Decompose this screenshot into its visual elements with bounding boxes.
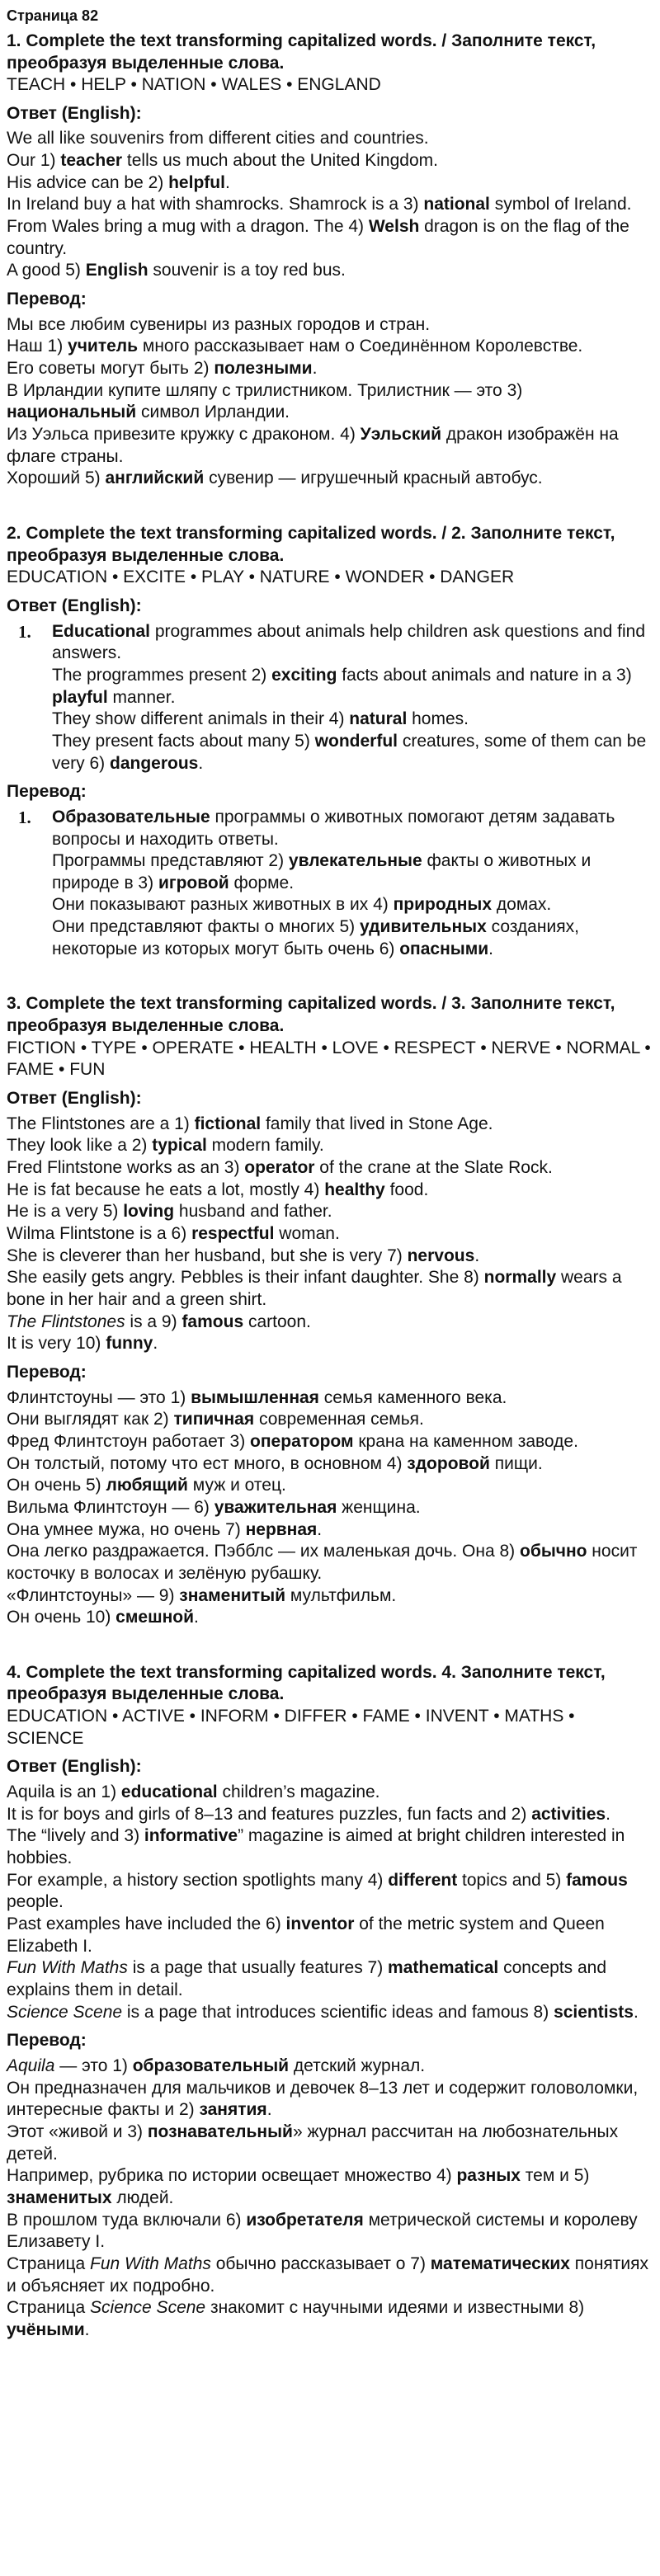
translation-line [7, 468, 655, 490]
answer-line [7, 150, 655, 172]
text-segment: Программы представляют 2) [52, 851, 289, 871]
answer-line [7, 1825, 655, 1869]
bold-answer-word: природных [393, 895, 493, 915]
bold-answer-word: informative [144, 1826, 238, 1846]
text-segment: She is cleverer than her husband, but she is very 7) [7, 1246, 408, 1265]
text-segment: Wilma Flintstone is a 6) [7, 1224, 192, 1244]
bold-answer-word: respectful [191, 1224, 275, 1244]
text-segment: Она умнее мужа, но очень 7) [7, 1519, 246, 1539]
bold-answer-word: смешной [116, 1608, 194, 1627]
answer-line [52, 731, 655, 775]
text-segment: . [317, 1519, 323, 1539]
answer-line [7, 1157, 655, 1180]
text-segment: Например, рубрика по истории освещает множество 4) [7, 2166, 457, 2186]
bold-answer-word: английский [105, 469, 205, 488]
text-segment: ” magazine is aimed at bright children interested in hobbies. [7, 1826, 625, 1868]
bold-answer-word: helpful [168, 172, 225, 192]
bold-answer-word: вымышленная [191, 1387, 319, 1407]
bold-answer-word: учёными [7, 2319, 85, 2339]
text-segment: Он предназначен для мальчиков и девочек 8–13 лет и содержит головоломки, интересные факты и 2) [7, 2078, 639, 2120]
exercise-3 [7, 993, 655, 1628]
text-segment: созданиях, некоторые из которых могут быть очень 6) [52, 917, 579, 958]
text-segment: It is for boys and girls of 8–13 and features puzzles, fun facts and 2) [7, 1804, 532, 1824]
text-segment: Из Уэльса привезите кружку с драконом. 4) [7, 425, 361, 445]
text-segment: людей. [111, 2187, 174, 2207]
answer-heading: Ответ (English): [7, 103, 142, 123]
text-segment: пищи. [489, 1453, 543, 1473]
bold-answer-word: нервная [245, 1519, 318, 1539]
text-segment: . [488, 939, 494, 958]
text-segment: крана на каменном заводе. [353, 1431, 578, 1451]
text-segment: сувенир — игрушечный красный автобус. [204, 469, 543, 488]
answer-line [52, 621, 655, 665]
translation-line [7, 336, 655, 358]
bold-answer-word: Уэльский [360, 425, 442, 445]
capitalized-words: TEACH • HELP • NATION • WALES • ENGLAND [7, 75, 381, 95]
answer-line [7, 1957, 655, 2001]
text-segment: It is very 10) [7, 1334, 106, 1354]
text-segment: family that lived in Stone Age. [261, 1114, 493, 1133]
answer-block [7, 1114, 655, 1355]
text-segment: — это 1) [54, 2056, 133, 2075]
answer-line [7, 1312, 655, 1334]
exercise-4 [7, 1662, 655, 2342]
bold-answer-word: wonderful [314, 731, 398, 751]
bold-answer-word: опасными [399, 939, 489, 958]
exercise-2 [7, 523, 655, 960]
text-segment: For example, a history section spotlights many 4) [7, 1870, 389, 1890]
bold-answer-word: занятия [199, 2100, 267, 2120]
bold-answer-word: loving [123, 1202, 175, 1222]
answer-line [7, 1914, 655, 1957]
bold-answer-word: знаменитых [7, 2187, 112, 2207]
bold-answer-word: mathematical [388, 1958, 499, 1978]
translation-line [7, 2210, 655, 2253]
text-segment: manner. [107, 687, 176, 707]
translation-line [7, 2165, 655, 2209]
text-segment: знакомит с научными идеями и известными 8) [205, 2298, 585, 2318]
answer-line [7, 1246, 655, 1268]
translation-line [52, 916, 655, 960]
text-segment: children’s magazine. [217, 1782, 380, 1802]
answer-line [7, 1135, 655, 1157]
answer-block [7, 1782, 655, 2023]
answer-line [7, 128, 655, 150]
text-segment: «Флинтстоуны» — 9) [7, 1585, 180, 1605]
translation-line [7, 2253, 655, 2297]
text-segment: concepts and explains them in detail. [7, 1958, 607, 2000]
answer-line [52, 665, 655, 709]
text-segment: дракон изображён на флаге страны. [7, 425, 619, 466]
bold-answer-word: Educational [52, 621, 151, 641]
translation-heading: Перевод: [7, 290, 87, 309]
translation-line [7, 1431, 655, 1453]
answer-line [7, 1180, 655, 1202]
capitalized-words: EDUCATION • ACTIVE • INFORM • DIFFER • FAME • INVENT • MATHS • SCIENCE [7, 1707, 575, 1748]
translation-line [52, 850, 655, 894]
text-segment: is a page that introduces scientific ideas and famous 8) [122, 2002, 554, 2022]
exercise-title: 1. Complete the text transforming capitalized words. / Заполните текст, преобразуя выделенные слова. [7, 31, 596, 73]
translation-line [52, 807, 655, 850]
text-segment: » журнал рассчитан на любознательных детей. [7, 2122, 619, 2164]
text-segment: Фред Флинтстоун работает 3) [7, 1431, 251, 1451]
text-segment: . [198, 753, 204, 773]
text-segment: мультфильм. [285, 1585, 397, 1605]
bold-answer-word: operator [244, 1158, 315, 1178]
list-number: 1. [18, 807, 31, 827]
bold-answer-word: educational [120, 1782, 218, 1802]
text-segment: wears a bone in her hair and a green shirt. [7, 1268, 622, 1309]
capitalized-words: EDUCATION • EXCITE • PLAY • NATURE • WONDER • DANGER [7, 567, 515, 587]
exercises-container [7, 31, 655, 2342]
text-segment: Они представляют факты о многих 5) [52, 917, 361, 937]
text-segment: муж и отец. [187, 1476, 286, 1495]
text-segment: метрической системы и королеву Елизавету I. [7, 2210, 638, 2252]
text-segment: They look like a 2) [7, 1136, 153, 1156]
answer-line [7, 1870, 655, 1914]
answer-numbered-list [7, 621, 655, 775]
text-segment: tells us much about the United Kingdom. [122, 151, 438, 171]
bold-answer-word: national [423, 195, 490, 214]
text-segment: . [84, 2319, 90, 2339]
translation-block [7, 314, 655, 490]
text-segment: программы о животных помогают детям задавать вопросы и находить ответы. [52, 807, 615, 849]
translation-block [7, 2056, 655, 2342]
text-segment: . [153, 1334, 158, 1354]
text-segment: Fred Flintstone works as an 3) [7, 1158, 245, 1178]
text-segment: programmes about animals help children ask questions and find answers. [52, 621, 646, 663]
text-segment: We all like souvenirs from different cities and countries. [7, 129, 429, 148]
page-label: Страница 82 [7, 7, 99, 24]
text-segment: dragon is on the flag of the country. [7, 217, 629, 258]
translation-line [7, 1387, 655, 1410]
text-segment: From Wales bring a mug with a dragon. The 4) [7, 217, 369, 237]
translation-line [7, 1453, 655, 1476]
text-segment: Он очень 5) [7, 1476, 106, 1495]
text-segment: семья каменного века. [318, 1387, 507, 1407]
text-segment: creatures, some of them can be very 6) [52, 731, 647, 773]
text-segment: символ Ирландии. [136, 403, 290, 422]
text-segment: husband and father. [174, 1202, 332, 1222]
bold-answer-word: уважительная [214, 1497, 337, 1517]
bold-answer-word: изобретателя [246, 2210, 364, 2230]
translation-line [52, 894, 655, 916]
translation-line [7, 2056, 655, 2078]
text-segment: . [312, 359, 318, 379]
text-segment: symbol of Ireland. [489, 195, 632, 214]
text-segment: people. [7, 1892, 64, 1912]
bold-answer-word: любящий [106, 1476, 188, 1495]
text-segment: Они показывают разных животных в их 4) [52, 895, 394, 915]
text-segment: The programmes present 2) [52, 665, 272, 685]
text-segment: В прошлом туда включали 6) [7, 2210, 247, 2230]
translation-line [7, 358, 655, 380]
translation-numbered-list [7, 807, 655, 961]
text-segment: Past examples have included the 6) [7, 1914, 286, 1934]
bold-answer-word: different [388, 1870, 458, 1890]
answer-heading: Ответ (English): [7, 1757, 142, 1777]
exercise-title: 3. Complete the text transforming capitalized words. / 3. Заполните текст, преобразуя выделенные слова. [7, 994, 615, 1036]
answer-heading: Ответ (English): [7, 596, 142, 615]
answer-line [7, 1223, 655, 1246]
text-segment: факты о животных и природе в 3) [52, 851, 592, 892]
text-segment: He is a very 5) [7, 1202, 124, 1222]
answer-line [52, 709, 655, 731]
bold-answer-word: scientists [554, 2002, 634, 2022]
bold-answer-word: учитель [68, 337, 139, 356]
bold-answer-word: Образовательные [52, 807, 210, 826]
text-segment: Страница [7, 2298, 91, 2318]
text-segment: Она легко раздражается. Пэбблс — их маленькая дочь. Она 8) [7, 1542, 521, 1561]
text-segment: The Flintstones are a 1) [7, 1114, 195, 1133]
bold-answer-word: activities [531, 1804, 606, 1824]
answer-line [7, 1201, 655, 1223]
italic-title: Science Scene [90, 2298, 206, 2318]
bold-answer-word: образовательный [132, 2056, 290, 2075]
answer-line [7, 1804, 655, 1826]
text-segment: носит косточку в волосах и зелёную рубашку. [7, 1542, 638, 1583]
text-segment: modern family. [206, 1136, 324, 1156]
answer-line [7, 1267, 655, 1311]
text-segment: souvenir is a toy red bus. [148, 261, 346, 280]
bold-answer-word: English [85, 261, 148, 280]
text-segment: homes. [407, 709, 469, 729]
translation-line [7, 2122, 655, 2165]
text-segment: Его советы могут быть 2) [7, 359, 214, 379]
bold-answer-word: здоровой [407, 1453, 490, 1473]
bold-answer-word: разных [456, 2166, 521, 2186]
text-segment: обычно рассказывает о 7) [210, 2253, 431, 2273]
text-segment: He is fat because he eats a lot, mostly 4) [7, 1180, 325, 1199]
bold-answer-word: удивительных [360, 917, 487, 937]
translation-line [7, 1519, 655, 1542]
text-segment: форме. [229, 873, 295, 892]
bold-answer-word: funny [106, 1334, 153, 1354]
translation-line [7, 424, 655, 468]
answer-line [7, 2002, 655, 2024]
answer-line [7, 194, 655, 216]
bold-answer-word: Welsh [368, 217, 420, 237]
text-segment: . [224, 172, 230, 192]
text-segment: topics and 5) [457, 1870, 567, 1890]
text-segment: . [194, 1608, 199, 1627]
text-segment: . [266, 2100, 272, 2120]
text-segment: Мы все любим сувениры из разных городов и стран. [7, 314, 431, 334]
text-segment: Хороший 5) [7, 469, 106, 488]
text-segment: A good 5) [7, 261, 86, 280]
text-segment: . [474, 1246, 480, 1265]
text-segment: They present facts about many 5) [52, 731, 315, 751]
bold-answer-word: famous [566, 1870, 628, 1890]
bold-answer-word: типичная [173, 1410, 255, 1429]
text-segment: Этот «живой и 3) [7, 2122, 148, 2141]
translation-line [7, 1475, 655, 1497]
text-segment: of the crane at the Slate Rock. [314, 1158, 553, 1178]
italic-title: The Flintstones [7, 1312, 125, 1331]
text-segment: Они выглядят как 2) [7, 1410, 174, 1429]
exercise-title: 2. Complete the text transforming capitalized words. / 2. Заполните текст, преобразуя выделенные слова. [7, 523, 615, 565]
bold-answer-word: playful [52, 687, 108, 707]
translation-line [7, 1497, 655, 1519]
translation-block [7, 1387, 655, 1629]
bold-answer-word: увлекательные [288, 851, 422, 871]
translation-line [7, 1585, 655, 1608]
capitalized-words: FICTION • TYPE • OPERATE • HEALTH • LOVE • RESPECT • NERVE • NORMAL • FAME • FUN [7, 1038, 651, 1080]
text-segment: Our 1) [7, 151, 61, 171]
text-segment: of the metric system and Queen Elizabeth I. [7, 1914, 605, 1956]
bold-answer-word: exciting [271, 665, 337, 685]
text-segment: женщина. [337, 1497, 421, 1517]
text-segment: тем и 5) [520, 2166, 590, 2186]
text-segment: They show different animals in their 4) [52, 709, 350, 729]
list-number: 1. [18, 621, 31, 642]
text-segment: понятиях и объясняет их подробно. [7, 2253, 649, 2296]
italic-title: Fun With Maths [7, 1958, 128, 1978]
text-segment: Флинтстоуны — это 1) [7, 1387, 191, 1407]
bold-answer-word: знаменитый [179, 1585, 286, 1605]
answer-line [7, 172, 655, 195]
exercise-1 [7, 31, 655, 490]
answer-block [7, 128, 655, 282]
italic-title: Aquila [7, 2056, 55, 2075]
translation-heading: Перевод: [7, 2031, 87, 2051]
bold-answer-word: познавательный [147, 2122, 293, 2141]
text-segment: woman. [274, 1224, 340, 1244]
text-segment: cartoon. [243, 1312, 311, 1331]
bold-answer-word: normally [483, 1268, 557, 1288]
text-segment: is a 9) [125, 1312, 182, 1331]
text-segment: She easily gets angry. Pebbles is their infant daughter. She 8) [7, 1268, 484, 1288]
bold-answer-word: nervous [407, 1246, 475, 1265]
bold-answer-word: typical [152, 1136, 207, 1156]
bold-answer-word: обычно [520, 1542, 587, 1561]
text-segment: Он очень 10) [7, 1608, 116, 1627]
italic-title: Science Scene [7, 2002, 123, 2022]
text-segment: много рассказывает нам о Соединённом Королевстве. [138, 337, 583, 356]
translation-heading: Перевод: [7, 1362, 87, 1382]
bold-answer-word: национальный [7, 403, 137, 422]
answer-line [7, 1782, 655, 1804]
text-segment: Он толстый, потому что ест много, в основном 4) [7, 1453, 408, 1473]
translation-line [7, 2297, 655, 2341]
bold-answer-word: оператором [250, 1431, 354, 1451]
answer-line [7, 1333, 655, 1355]
text-segment: His advice can be 2) [7, 172, 169, 192]
translation-line [7, 1409, 655, 1431]
text-segment: facts about animals and nature in a 3) [337, 665, 632, 685]
bold-answer-word: natural [349, 709, 408, 729]
exercise-title: 4. Complete the text transforming capitalized words. 4. Заполните текст, преобразуя выделенные слова. [7, 1662, 606, 1704]
bold-answer-word: inventor [285, 1914, 355, 1934]
answer-heading: Ответ (English): [7, 1089, 142, 1109]
text-segment: детский журнал. [289, 2056, 426, 2075]
translation-line [7, 314, 655, 337]
translation-line [7, 1607, 655, 1629]
bold-answer-word: полезными [214, 359, 313, 379]
text-segment: . [633, 2002, 639, 2022]
bold-answer-word: игровой [158, 873, 229, 892]
translation-line [7, 1541, 655, 1585]
translation-line [7, 380, 655, 424]
text-segment: В Ирландии купите шляпу с трилистником. Трилистник — это 3) [7, 380, 523, 400]
text-segment: домах. [492, 895, 552, 915]
bold-answer-word: teacher [60, 151, 123, 171]
text-segment: food. [384, 1180, 429, 1199]
text-segment: Страница [7, 2253, 91, 2273]
bold-answer-word: dangerous [110, 753, 199, 773]
italic-title: Fun With Maths [90, 2253, 211, 2273]
bold-answer-word: математических [430, 2253, 570, 2273]
text-segment: is a page that usually features 7) [127, 1958, 389, 1978]
bold-answer-word: famous [182, 1312, 244, 1331]
text-segment: In Ireland buy a hat with shamrocks. Shamrock is a 3) [7, 195, 424, 214]
bold-answer-word: fictional [194, 1114, 262, 1133]
answer-line [7, 216, 655, 260]
translation-heading: Перевод: [7, 782, 87, 802]
text-segment: Aquila is an 1) [7, 1782, 121, 1802]
text-segment: The “lively and 3) [7, 1826, 144, 1846]
text-segment: современная семья. [254, 1410, 424, 1429]
text-segment: Наш 1) [7, 337, 68, 356]
answer-line [7, 1114, 655, 1136]
answer-line [7, 260, 655, 282]
text-segment: Вильма Флинтстоун — 6) [7, 1497, 214, 1517]
bold-answer-word: healthy [324, 1180, 385, 1199]
text-segment: . [606, 1804, 610, 1824]
translation-line [7, 2078, 655, 2122]
